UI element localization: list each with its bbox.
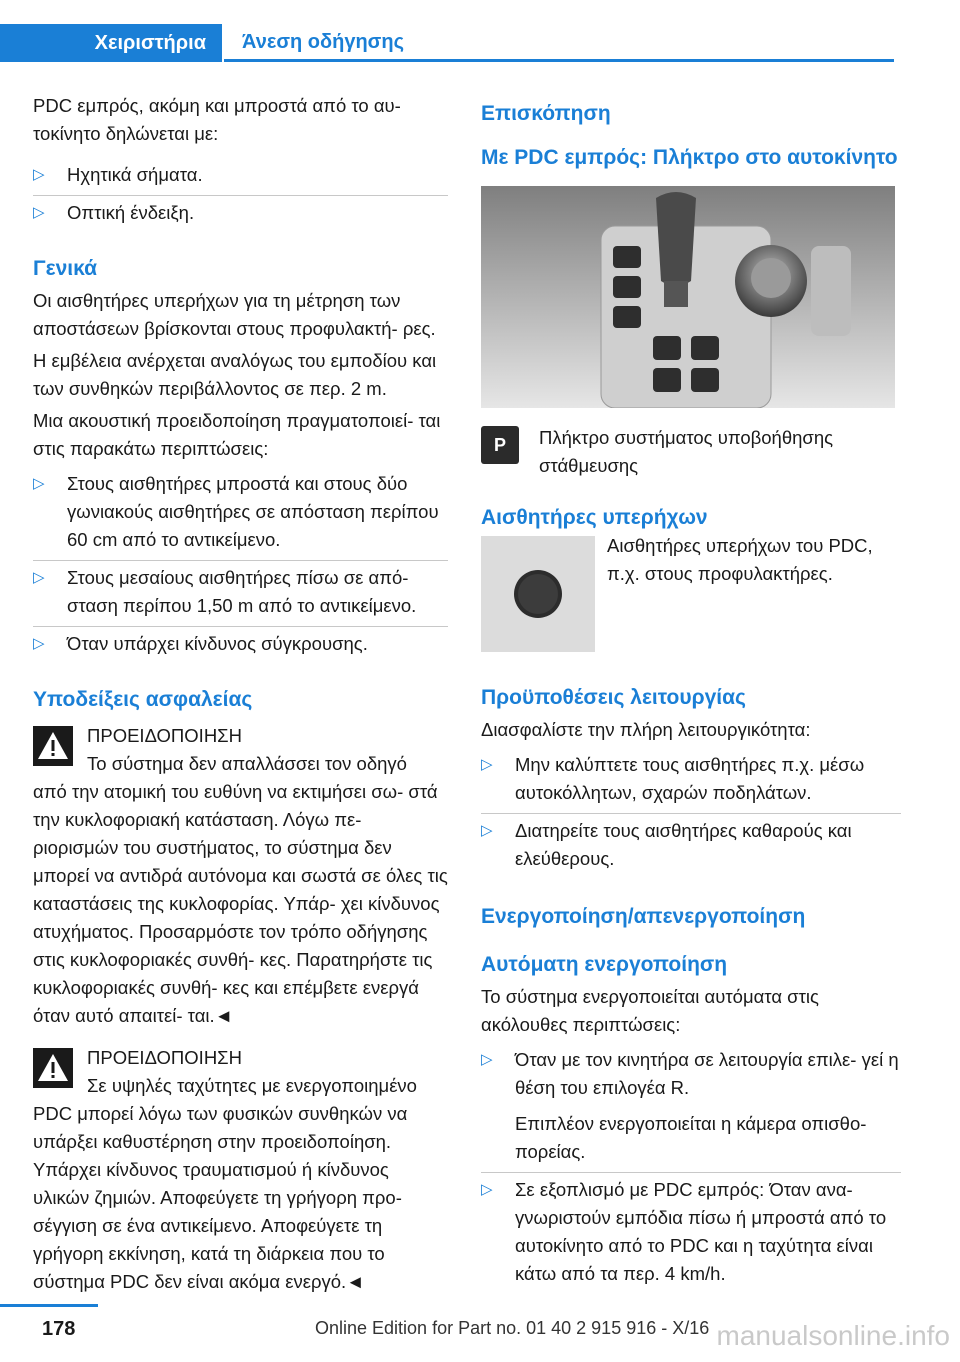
conditions-list (481, 748, 901, 879)
header-tabbar (0, 0, 960, 62)
list-item: ▷ Όταν υπάρχει κίνδυνος σύγκρουσης. (33, 627, 448, 664)
general-paragraph: Η εμβέλεια ανέρχεται αναλόγως του εμποδίου και των συνθηκών περιβάλλοντος σε περ. 2 m. (33, 350, 437, 399)
general-paragraph: Οι αισθητήρες υπερήχων για τη μέτρηση των αποστάσεων βρίσκονται στους προφυλακτή‐ ρες. (33, 290, 436, 339)
footer-rule (0, 1304, 98, 1307)
cases-list (33, 467, 448, 664)
safety-heading: Υποδείξεις ασφαλείας (33, 688, 253, 711)
warning-block (33, 722, 448, 1030)
list-item: ▷ Στους μεσαίους αισθητήρες πίσω σε από‐ σταση περίπου 1,50 m από το αντικείμενο. (33, 561, 448, 627)
pdc-button-icon: P (481, 426, 519, 464)
auto-intro: Το σύστημα ενεργοποιείται αυτόματα στις ακόλουθες περιπτώσεις: (481, 986, 819, 1035)
warning-triangle-icon (33, 1048, 73, 1088)
list-item: ▷ Στους αισθητήρες μπροστά και στους δύο γωνιακούς αισθητήρες σε απόσταση περίπου 60 cm από το αντικείμενο. (33, 467, 448, 561)
left-column (33, 92, 448, 1296)
conditions-heading: Προϋποθέσεις λειτουργίας (481, 686, 746, 709)
watermark: manualsonline.info (716, 1320, 950, 1351)
sensors-heading: Αισθητήρες υπερήχων (481, 506, 708, 529)
list-item: ▷ Ηχητικά σήματα. (33, 158, 448, 196)
pdc-button-caption: Πλήκτρο συστήματος υποβοήθησης στάθμευσης (539, 427, 834, 476)
page-number: 178 (42, 1318, 76, 1340)
warning-block (33, 1044, 448, 1296)
intro-list (33, 158, 448, 233)
general-paragraph: Μια ακουστική προειδοποίηση πραγματοποιεί‐ ται στις παρακάτω περιπτώσεις: (33, 410, 441, 459)
conditions-intro: Διασφαλίστε την πλήρη λειτουργικότητα: (481, 719, 811, 740)
activation-heading: Ενεργοποίηση/απενεργοποίηση (481, 905, 806, 928)
sensors-row (481, 536, 901, 654)
list-item: ▷ Σε εξοπλισμό με PDC εμπρός: Όταν ανα‐ γνωριστούν εμπόδια πίσω ή μπροστά από το αυτοκίνητο από το PDC και η ταχύτητα είναι κάτω από τα περ. 4 km/h. (481, 1173, 901, 1294)
list-item: ▷ Οπτική ένδειξη. (33, 196, 448, 233)
auto-activation-heading: Αυτόματη ενεργοποίηση (481, 953, 728, 976)
sensors-text: Αισθητήρες υπερήχων του PDC, π.χ. στους προφυλακτήρες. (607, 535, 873, 584)
warning-triangle-icon (33, 726, 73, 766)
center-console-photo (481, 186, 895, 408)
auto-list (481, 1043, 901, 1294)
tab-section-driving-comfort[interactable]: Άνεση οδήγησης (224, 24, 894, 62)
list-item: ▷ Μην καλύπτετε τους αισθητήρες π.χ. μέσω αυτοκόλλητων, σχαρών ποδηλάτων. (481, 748, 901, 814)
pdc-button-row (481, 426, 901, 482)
intro-text: PDC εμπρός, ακόμη και μπροστά από το αυ‐ τοκίνητο δηλώνεται με: (33, 95, 401, 144)
list-item: ▷ Διατηρείτε τους αισθητήρες καθαρούς και ελεύθερους. (481, 814, 901, 879)
ultrasonic-sensor-photo (481, 536, 595, 652)
general-heading: Γενικά (33, 257, 98, 280)
warning-title: ΠΡΟΕΙΔΟΠΟΙΗΣΗ (87, 1047, 242, 1068)
overview-subheading: Με PDC εμπρός: Πλήκτρο στο αυτοκίνητο (481, 146, 898, 169)
edition-label: Online Edition for Part no. 01 40 2 915 916 - X/16 (315, 1318, 710, 1338)
right-column (481, 92, 901, 1294)
overview-heading: Επισκόπηση (481, 102, 611, 125)
warning-first-line: Το σύστημα δεν απαλλάσσει τον οδηγό (87, 753, 407, 774)
warning-text: PDC μπορεί λόγω των φυσικών συνθηκών να υπάρξει καθυστέρηση στην προειδοποίηση. Υπάρχει κίνδυνος τραυματισμού ή κίνδυνος υλικών ζημιών. Αποφεύγετε τη γρήγορη προ‐ σέγγιση σε ένα αντικείμενο. Αποφεύγετε τη γρήγορη εκκίνηση, κατά τη διάρκεια που το σύστημα PDC δεν είναι ακόμα ενεργό.◄ (33, 1103, 408, 1292)
warning-first-line: Σε υψηλές ταχύτητες με ενεργοποιημένο (87, 1075, 417, 1096)
auto-item-extra: Επιπλέον ενεργοποιείται η κάμερα οπισθο‐ πορείας. (515, 1113, 867, 1162)
auto-item-text: Όταν με τον κινητήρα σε λειτουργία επιλε‐ γεί η θέση του επιλογέα R. (515, 1049, 899, 1098)
tab-controls[interactable]: Χειριστήρια (0, 24, 222, 62)
warning-title: ΠΡΟΕΙΔΟΠΟΙΗΣΗ (87, 725, 242, 746)
warning-text: από την ατομική του ευθύνη να εκτιμήσει σω‐ στά την κυκλοφοριακή κατάσταση. Λόγω πε‐ ριορισμών του συστήματος, το σύστημα δεν μπορεί να αντιδρά αυτόνομα και σωστά σε όλες τις καταστάσεις της κυκλοφορίας. Υπάρ‐ χει κίνδυνος ατυχήματος. Προσαρμόστε τον τρόπο οδήγησης στις κυκλοφοριακές συνθή‐ κες. Παρατηρήστε τις κυκλοφοριακές συνθή‐ κες και επέμβετε ενεργά όταν αυτό απαιτεί‐ ται.◄ (33, 781, 448, 1026)
list-item (481, 1043, 901, 1173)
